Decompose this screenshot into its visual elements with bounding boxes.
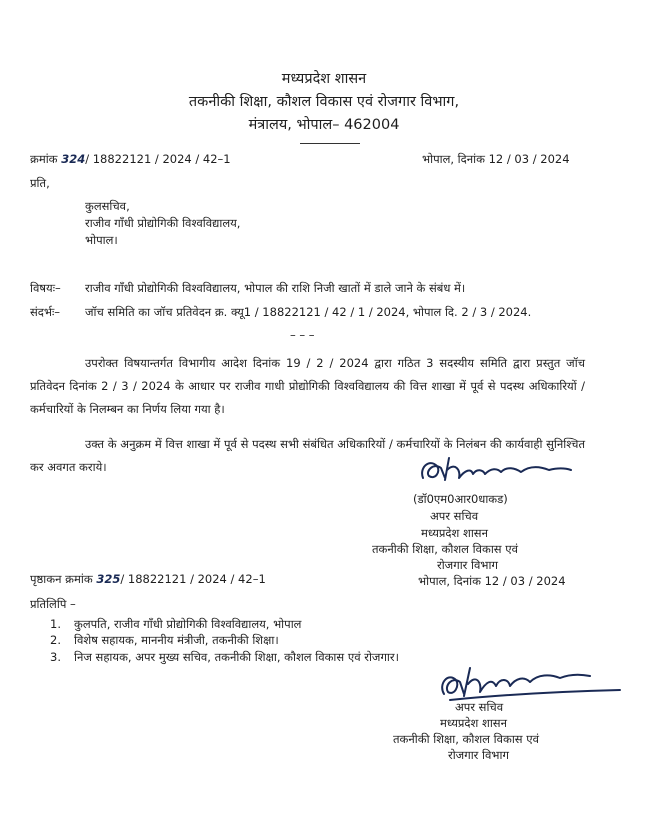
header-line-1: मध्यप्रदेश शासन: [281, 71, 367, 87]
copy-item-3-text: निज सहायक, अपर मुख्य सचिव, तकनीकी शिक्षा, कौशल विकास एवं रोजगार।: [74, 650, 399, 664]
signature-2-line-4: रोजगार विभाग: [448, 748, 509, 762]
header-line-3: मंत्रालय, भोपाल– 462004: [248, 117, 400, 133]
signature-2-line-2: मध्यप्रदेश शासन: [440, 716, 507, 730]
signature-2-line-1: अपर सचिव: [455, 700, 504, 714]
header-line-2: तकनीकी शिक्षा, कौशल विकास एवं रोजगार विभाग,: [188, 94, 460, 110]
recipient-line-1: कुलसचिव,: [85, 199, 130, 213]
copy-item-2-text: विशेष सहायक, माननीय मंत्रीजी, तकनीकी शिक्षा।: [74, 633, 279, 647]
header-underline: [300, 143, 360, 144]
order-number: [30, 152, 231, 167]
order-number-prefix: क्रमांक: [30, 152, 58, 166]
signature-1-line-3: तकनीकी शिक्षा, कौशल विकास एवं: [372, 542, 518, 556]
subject-label: विषयः–: [30, 281, 61, 295]
copy-label: प्रतिलिपि –: [30, 597, 76, 611]
endorsement-place-date: भोपाल, दिनांक 12 / 03 / 2024: [418, 574, 566, 588]
signature-1-line-2: मध्यप्रदेश शासन: [421, 526, 488, 540]
signature-2-line-3: तकनीकी शिक्षा, कौशल विकास एवं: [393, 732, 539, 746]
copy-item-1-num: 1.: [50, 617, 61, 631]
order-place-date: भोपाल, दिनांक 12 / 03 / 2024: [422, 152, 570, 166]
order-number-handwritten: 324: [61, 152, 86, 166]
subject-text: राजीव गाँधी प्रोद्योगिकी विश्वविद्यालय, भोपाल की राशि निजी खातों में डाले जाने के संबंध में।: [85, 281, 466, 295]
body-paragraph-2: उक्त के अनुक्रम में वित्त शाखा में पूर्व से पदस्थ सभी संबंधित अधिकारियों / कर्मचारियों के निलंबन की कार्यवाही सुनिश्चित कर अवगत कराये।: [30, 437, 585, 474]
body-paragraph-1: उपरोक्त विषयान्तर्गत विभागीय आदेश दिनांक 19 / 2 / 2024 द्वारा गठित 3 सदस्यीय समिति द्वारा प्रस्तुत जॉच प्रतिवेदन दिनांक 2 / 3 / 2024 के आधार पर राजीव गाधी प्रोद्योगिकी विश्वविद्यालय की वित्त शाखा में पूर्व से पदस्थ अधिकारियों / कर्मचारियों के निलम्बन का निर्णय लिया गया है।: [30, 356, 585, 416]
reference-text: जॉच समिति का जॉच प्रतिवेदन क्र. क्यू1 / 18822121 / 42 / 1 / 2024, भोपाल दि. 2 / 3 / 2024.: [85, 305, 532, 319]
reference-separator: – – –: [290, 328, 315, 342]
signature-1-line-4: रोजगार विभाग: [437, 558, 498, 572]
signature-1-line-1: अपर सचिव: [430, 509, 479, 523]
signature-1-icon: [415, 448, 575, 490]
endorsement-number-handwritten: 325: [96, 572, 121, 586]
signatory-name: (डॉ0एम0आर0धाकड): [413, 492, 508, 506]
endorsement-number-prefix: पृष्ठाकन क्रमांक: [30, 572, 93, 586]
order-number-suffix: / 18822121 / 2024 / 42–1: [85, 152, 231, 166]
reference-label: संदर्भः–: [30, 305, 61, 319]
endorsement-number-suffix: / 18822121 / 2024 / 42–1: [120, 572, 266, 586]
to-label: प्रति,: [30, 176, 50, 190]
copy-item-2-num: 2.: [50, 633, 61, 647]
signature-2-icon: [430, 656, 630, 706]
endorsement-number: [30, 572, 266, 587]
copy-item-3-num: 3.: [50, 650, 61, 664]
copy-item-1-text: कुलपति, राजीव गाँधी प्रोद्योगिकी विश्वविद्यालय, भोपाल: [74, 617, 302, 631]
recipient-line-2: राजीव गाँधी प्रोद्योगिकी विश्वविद्यालय,: [85, 216, 241, 230]
recipient-line-3: भोपाल।: [85, 233, 118, 247]
